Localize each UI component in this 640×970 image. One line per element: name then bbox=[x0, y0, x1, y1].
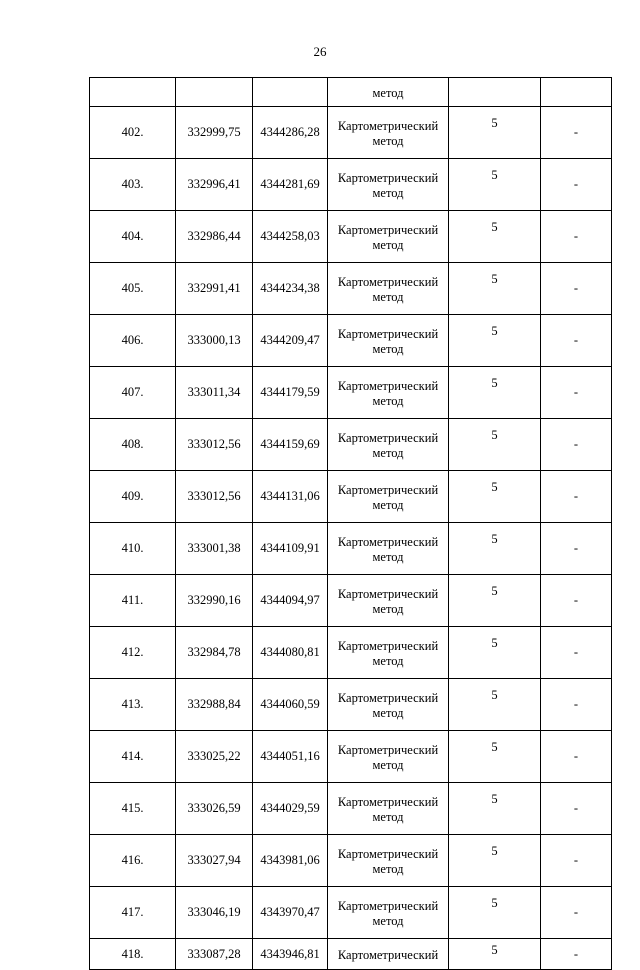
method-line-1: Картометрический bbox=[337, 430, 439, 445]
table-row bbox=[90, 627, 612, 679]
cell-x: 333012,56 bbox=[176, 471, 253, 523]
cell-method bbox=[328, 887, 449, 939]
cell-note: - bbox=[541, 679, 612, 731]
method-line-2: метод bbox=[372, 757, 404, 772]
table-row bbox=[90, 835, 612, 887]
cell-y: 4344060,59 bbox=[253, 679, 328, 731]
cell-method bbox=[328, 211, 449, 263]
method-line-2: метод bbox=[372, 133, 404, 148]
cell-number: 406. bbox=[90, 315, 176, 367]
method-line-1: Картометрический bbox=[337, 742, 439, 757]
method-line-1: Картометрический bbox=[337, 170, 439, 185]
cell-method bbox=[328, 315, 449, 367]
cell-number: 410. bbox=[90, 523, 176, 575]
method-line-1: Картометрический bbox=[337, 274, 439, 289]
cell-y: 4344159,69 bbox=[253, 419, 328, 471]
cell-note: - bbox=[541, 887, 612, 939]
cell-x: 332996,41 bbox=[176, 159, 253, 211]
cell-accuracy: 5 bbox=[449, 523, 541, 575]
method-line-1: Картометрический bbox=[337, 898, 439, 913]
method-line-2: метод bbox=[372, 497, 404, 512]
cell-x: 333087,28 bbox=[176, 939, 253, 970]
cell-x: 333012,56 bbox=[176, 419, 253, 471]
cell-note: - bbox=[541, 835, 612, 887]
table-row bbox=[90, 159, 612, 211]
cell-x: 333025,22 bbox=[176, 731, 253, 783]
cell-method bbox=[328, 679, 449, 731]
cell-x: 332990,16 bbox=[176, 575, 253, 627]
cell-accuracy: 5 bbox=[449, 367, 541, 419]
cell-note: - bbox=[541, 523, 612, 575]
cell-x: 332986,44 bbox=[176, 211, 253, 263]
cell-number: 409. bbox=[90, 471, 176, 523]
cell-number: 405. bbox=[90, 263, 176, 315]
table-row bbox=[90, 107, 612, 159]
cell-accuracy: 5 bbox=[449, 419, 541, 471]
table-row bbox=[90, 783, 612, 835]
cell-number: 403. bbox=[90, 159, 176, 211]
cell-method bbox=[328, 471, 449, 523]
cell-number bbox=[90, 78, 176, 107]
table-row bbox=[90, 419, 612, 471]
cell-method bbox=[328, 835, 449, 887]
cell-method bbox=[328, 263, 449, 315]
method-line-2: метод bbox=[372, 393, 404, 408]
cell-y: 4344109,91 bbox=[253, 523, 328, 575]
cell-method bbox=[328, 627, 449, 679]
cell-method bbox=[328, 159, 449, 211]
cell-y bbox=[253, 78, 328, 107]
cell-note: - bbox=[541, 107, 612, 159]
cell-method bbox=[328, 731, 449, 783]
cell-accuracy: 5 bbox=[449, 263, 541, 315]
cell-x: 332991,41 bbox=[176, 263, 253, 315]
cell-y: 4343981,06 bbox=[253, 835, 328, 887]
method-line-2: метод bbox=[372, 549, 404, 564]
cell-method bbox=[328, 523, 449, 575]
method-line-1: Картометрический bbox=[337, 947, 439, 962]
cell-note: - bbox=[541, 159, 612, 211]
cell-accuracy: 5 bbox=[449, 887, 541, 939]
coordinates-table bbox=[89, 77, 612, 970]
method-line-1: Картометрический bbox=[337, 534, 439, 549]
coordinates-table-body bbox=[90, 78, 612, 970]
method-line-2: метод bbox=[372, 289, 404, 304]
method-line-1: Картометрический bbox=[337, 378, 439, 393]
cell-number: 417. bbox=[90, 887, 176, 939]
cell-number: 414. bbox=[90, 731, 176, 783]
method-line-1: Картометрический bbox=[337, 794, 439, 809]
cell-y: 4344131,06 bbox=[253, 471, 328, 523]
cell-accuracy: 5 bbox=[449, 627, 541, 679]
cell-y: 4344080,81 bbox=[253, 627, 328, 679]
method-line-2: метод bbox=[372, 445, 404, 460]
cell-number: 413. bbox=[90, 679, 176, 731]
method-line-1: Картометрический bbox=[337, 846, 439, 861]
table-row bbox=[90, 211, 612, 263]
cell-x: 333026,59 bbox=[176, 783, 253, 835]
cell-note: - bbox=[541, 211, 612, 263]
cell-x: 333046,19 bbox=[176, 887, 253, 939]
method-line-2: метод bbox=[372, 861, 404, 876]
cell-note bbox=[541, 78, 612, 107]
method-line-2: метод bbox=[372, 653, 404, 668]
cell-note: - bbox=[541, 367, 612, 419]
cell-x: 333027,94 bbox=[176, 835, 253, 887]
cell-method bbox=[328, 575, 449, 627]
cell-number: 408. bbox=[90, 419, 176, 471]
method-line-2: метод bbox=[372, 913, 404, 928]
cell-method: метод bbox=[328, 78, 449, 107]
cell-note: - bbox=[541, 575, 612, 627]
cell-number: 404. bbox=[90, 211, 176, 263]
cell-number: 407. bbox=[90, 367, 176, 419]
method-line-2: метод bbox=[372, 237, 404, 252]
cell-y: 4344029,59 bbox=[253, 783, 328, 835]
cell-accuracy: 5 bbox=[449, 471, 541, 523]
table-row bbox=[90, 263, 612, 315]
table-row bbox=[90, 315, 612, 367]
cell-note: - bbox=[541, 315, 612, 367]
method-line-2: метод bbox=[372, 341, 404, 356]
method-line-1: Картометрический bbox=[337, 118, 439, 133]
method-line-1: Картометрический bbox=[337, 638, 439, 653]
cell-method bbox=[328, 367, 449, 419]
table-row bbox=[90, 887, 612, 939]
cell-x: 332984,78 bbox=[176, 627, 253, 679]
table-row bbox=[90, 523, 612, 575]
cell-y: 4344258,03 bbox=[253, 211, 328, 263]
cell-accuracy: 5 bbox=[449, 107, 541, 159]
cell-note: - bbox=[541, 263, 612, 315]
cell-number: 416. bbox=[90, 835, 176, 887]
cell-method bbox=[328, 419, 449, 471]
cell-x: 332999,75 bbox=[176, 107, 253, 159]
cell-number: 411. bbox=[90, 575, 176, 627]
method-line-1: Картометрический bbox=[337, 690, 439, 705]
cell-y: 4344051,16 bbox=[253, 731, 328, 783]
cell-number: 402. bbox=[90, 107, 176, 159]
table-row bbox=[90, 679, 612, 731]
cell-accuracy: 5 bbox=[449, 835, 541, 887]
cell-y: 4343946,81 bbox=[253, 939, 328, 970]
cell-method bbox=[328, 783, 449, 835]
cell-note: - bbox=[541, 939, 612, 970]
continuation-row bbox=[90, 78, 612, 107]
cell-y: 4344281,69 bbox=[253, 159, 328, 211]
method-line-1: Картометрический bbox=[337, 326, 439, 341]
cell-x: 333000,13 bbox=[176, 315, 253, 367]
method-line-2: метод bbox=[372, 601, 404, 616]
method-line-2: метод bbox=[372, 809, 404, 824]
cell-number: 412. bbox=[90, 627, 176, 679]
cell-y: 4344209,47 bbox=[253, 315, 328, 367]
cell-accuracy: 5 bbox=[449, 731, 541, 783]
cell-note: - bbox=[541, 471, 612, 523]
method-line-2: метод bbox=[372, 185, 404, 200]
cell-x: 333001,38 bbox=[176, 523, 253, 575]
cell-x: 332988,84 bbox=[176, 679, 253, 731]
cell-y: 4343970,47 bbox=[253, 887, 328, 939]
cell-method bbox=[328, 107, 449, 159]
cell-note: - bbox=[541, 783, 612, 835]
cell-accuracy: 5 bbox=[449, 939, 541, 970]
method-line-1: Картометрический bbox=[337, 222, 439, 237]
cell-accuracy: 5 bbox=[449, 575, 541, 627]
method-line-2: метод bbox=[372, 705, 404, 720]
cell-y: 4344234,38 bbox=[253, 263, 328, 315]
table-row bbox=[90, 471, 612, 523]
method-line-1: Картометрический bbox=[337, 482, 439, 497]
cell-accuracy: 5 bbox=[449, 211, 541, 263]
cell-y: 4344286,28 bbox=[253, 107, 328, 159]
page-number: 26 bbox=[313, 44, 327, 59]
cell-accuracy: 5 bbox=[449, 315, 541, 367]
cell-number: 418. bbox=[90, 939, 176, 970]
cell-accuracy bbox=[449, 78, 541, 107]
table-row bbox=[90, 575, 612, 627]
cell-x: 333011,34 bbox=[176, 367, 253, 419]
cell-accuracy: 5 bbox=[449, 159, 541, 211]
method-line-1: Картометрический bbox=[337, 586, 439, 601]
cell-y: 4344179,59 bbox=[253, 367, 328, 419]
cell-number: 415. bbox=[90, 783, 176, 835]
cell-y: 4344094,97 bbox=[253, 575, 328, 627]
table-row bbox=[90, 367, 612, 419]
cell-note: - bbox=[541, 627, 612, 679]
cell-note: - bbox=[541, 419, 612, 471]
cell-accuracy: 5 bbox=[449, 679, 541, 731]
cell-x bbox=[176, 78, 253, 107]
cell-accuracy: 5 bbox=[449, 783, 541, 835]
table-row bbox=[90, 939, 612, 970]
cell-method bbox=[328, 939, 449, 970]
table-row bbox=[90, 731, 612, 783]
cell-note: - bbox=[541, 731, 612, 783]
